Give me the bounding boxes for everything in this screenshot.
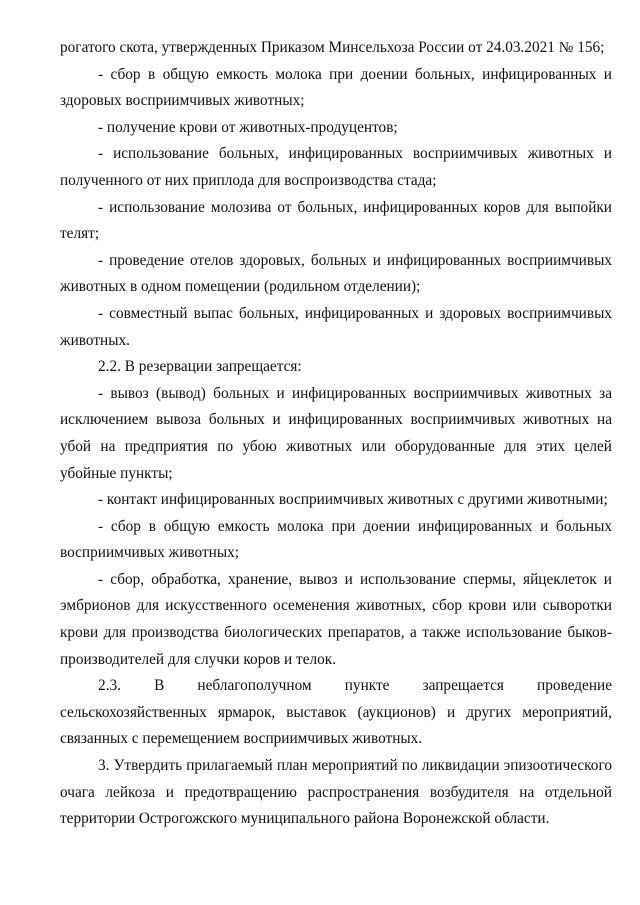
paragraph-section-2-3: 2.3. В неблагополучном пункте запрещается проведение сельскохозяйственных ярмарок, выставок (аукционов) и других мероприятий, связанных с перемещением восприимчивых животных. (60, 677, 612, 748)
paragraph-calving: - проведение отелов здоровых, больных и инфицированных восприимчивых животных в одном помещении (родильном отделении); (60, 251, 612, 296)
paragraph-milk-collection: - сбор в общую емкость молока при доении больных, инфицированных и здоровых восприимчивых животных; (60, 65, 612, 110)
paragraph-blood-collection: - получение крови от животных-продуцентов; (98, 118, 398, 136)
document-body (60, 35, 612, 833)
paragraph-herd-reproduction: - использование больных, инфицированных восприимчивых животных и полученного от них приплода для воспроизводства стада; (60, 145, 612, 189)
paragraph-section-3: 3. Утвердить прилагаемый план мероприятий по ликвидации эпизоотического очага лейкоза и предотвращению распространения возбудителя на отдельной территории Острогожского муниципального района Воронежской области. (60, 757, 612, 828)
paragraph-continuation: рогатого скота, утвержденных Приказом Минсельхоза России от 24.03.2021 № 156; (60, 39, 605, 56)
paragraph-colostrum: - использование молозива от больных, инфицированных коров для выпойки телят; (60, 198, 612, 243)
paragraph-contact: - контакт инфицированных восприимчивых животных с другими животными; (98, 491, 608, 509)
paragraph-section-2-2: 2.2. В резервации запрещается: (98, 358, 302, 376)
paragraph-sperm-embryos: - сбор, обработка, хранение, вывоз и использование спермы, яйцеклеток и эмбрионов для искусственного осеменения животных, сбор крови или сыворотки крови для производства биологических препаратов, а также использование быков-производителей для случки коров и телок. (60, 570, 612, 668)
paragraph-grazing: - совместный выпас больных, инфицированных и здоровых восприимчивых животных. (60, 304, 612, 349)
paragraph-milk-infected: - сбор в общую емкость молока при доении инфицированных и больных восприимчивых животных; (60, 517, 612, 562)
paragraph-removal: - вывоз (вывод) больных и инфицированных восприимчивых животных за исключением вывоза больных и инфицированных восприимчивых животных на убой на предприятия по убою животных или оборудованные для этих целей убойные пункты; (60, 384, 612, 482)
